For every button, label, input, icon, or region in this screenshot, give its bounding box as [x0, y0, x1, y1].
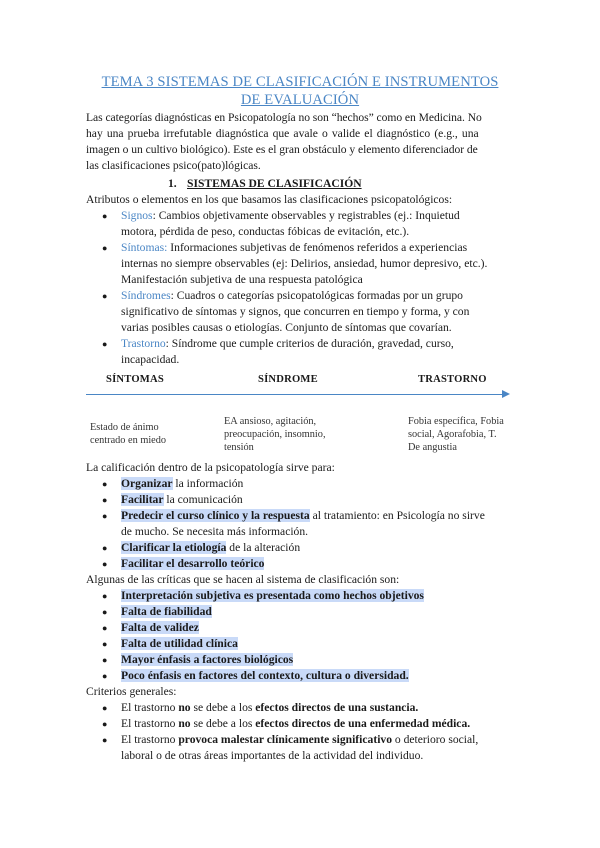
criteria-intro: Criterios generales: [86, 685, 177, 698]
bullet-icon: ● [102, 243, 108, 253]
criterion-item [86, 700, 514, 716]
critic-text: Falta de fiabilidad [121, 605, 212, 618]
diagram-text: tensión [224, 442, 254, 453]
use-item [86, 556, 514, 572]
section-number: 1. [168, 177, 177, 190]
use-text: de mucho. Se necesita más información. [121, 525, 309, 539]
bullet-icon: ● [102, 623, 108, 633]
criterion-bold: provoca malestar clínicamente significativo [178, 733, 393, 746]
definition-text: : Síndrome que cumple criterios de duración, gravedad, curso, [165, 337, 454, 350]
critic-item [86, 636, 514, 652]
criterion-text: laboral o de otras áreas importantes de la actividad del individuo. [121, 749, 424, 763]
diagram-text: preocupación, insomnio, [224, 429, 326, 440]
critic-item [86, 652, 514, 668]
diagram-example-trastorno [408, 415, 504, 454]
diagram-text: Fobia específica, Fobia [408, 416, 504, 427]
criterion-bold: efectos directos de una sustancia. [255, 701, 419, 714]
bullet-icon: ● [102, 495, 108, 505]
definition-item [86, 288, 514, 336]
criterion-bold: efectos directos de una enfermedad médica. [255, 717, 471, 730]
use-text: de la alteración [226, 541, 301, 554]
bullet-icon: ● [102, 607, 108, 617]
critic-text: Poco énfasis en factores del contexto, cultura o diversidad. [121, 669, 409, 682]
use-text: al tratamiento: en Psicología no sirve [309, 509, 485, 522]
critic-item [86, 588, 514, 604]
bullet-icon: ● [102, 211, 108, 221]
definition-text: significativo de síntomas y signos, que concurren en tiempo y forma, y con [121, 305, 470, 319]
critic-item [86, 668, 514, 684]
diagram-header-sintomas: SÍNTOMAS [106, 374, 164, 385]
critic-text: Falta de utilidad clínica [121, 637, 238, 650]
critic-text: Mayor énfasis a factores biológicos [121, 653, 294, 666]
bullet-icon: ● [102, 543, 108, 553]
bullet-icon: ● [102, 339, 108, 349]
bullet-icon: ● [102, 655, 108, 665]
criterion-text: se debe a los [190, 717, 256, 730]
diagram-text: Estado de ánimo [90, 422, 159, 433]
critics-intro: Algunas de las críticas que se hacen al sistema de clasificación son: [86, 573, 400, 586]
critic-text: Interpretación subjetiva es presentada como hechos objetivos [121, 589, 424, 602]
diagram-example-sindrome [224, 415, 326, 454]
section-heading: SISTEMAS DE CLASIFICACIÓN [187, 177, 362, 190]
definition-text: motora, pérdida de peso, conductas fóbicas de evitación, etc.). [121, 225, 410, 239]
calification-intro: La calificación dentro de la psicopatología sirve para: [86, 461, 335, 474]
arrow-right-icon [502, 390, 510, 398]
use-keyword: Predecir el curso clínico y la respuesta [121, 509, 310, 522]
definition-item [86, 208, 514, 240]
use-item [86, 492, 514, 508]
definition-term: Síndromes [121, 289, 171, 302]
criterion-item [86, 716, 514, 732]
criterion-text: El trastorno [121, 733, 179, 746]
definition-item [86, 336, 514, 368]
use-keyword: Facilitar [121, 493, 164, 506]
document-title [84, 73, 516, 109]
use-keyword: Organizar [121, 477, 173, 490]
definition-item [86, 240, 514, 288]
criterion-text: se debe a los [190, 701, 256, 714]
criterion-bold: no [178, 717, 191, 730]
bullet-icon: ● [102, 479, 108, 489]
diagram-timeline [86, 394, 506, 395]
diagram-text: De angustia [408, 442, 457, 453]
attributes-intro: Atributos o elementos en los que basamos las clasificaciones psicopatológicos: [86, 193, 453, 206]
title-line-1: TEMA 3 SISTEMAS DE CLASIFICACIÓN E INSTRUMENTOS [101, 74, 499, 90]
use-item [86, 540, 514, 556]
criterion-bold: no [178, 701, 191, 714]
definition-text: internas no siempre observables (ej: Delirios, ansiedad, humor depresivo, etc.). [121, 257, 488, 271]
use-item [86, 508, 514, 540]
criterion-item [86, 732, 514, 764]
diagram-header-sindrome: SÍNDROME [258, 374, 318, 385]
diagram-text: EA ansioso, agitación, [224, 416, 317, 427]
definition-text: varias posibles causas o etiologías. Conjunto de síntomas que covarían. [121, 321, 452, 335]
definition-term: Trastorno [121, 337, 166, 350]
definition-text: incapacidad. [121, 353, 180, 367]
bullet-icon: ● [102, 703, 108, 713]
definition-text: Manifestación subjetiva de una respuesta patológica [121, 273, 363, 287]
title-line-2: DE EVALUACIÓN [240, 92, 360, 108]
classification-diagram [86, 372, 514, 452]
intro-line: hay una prueba irrefutable diagnóstica que avale o valide el diagnóstico (e.g., una [86, 127, 479, 141]
intro-line: imagen o un cultivo biológico). Este es el gran obstáculo y elemento diferenciador de [86, 143, 478, 157]
use-text: la comunicación [163, 493, 243, 506]
bullet-icon: ● [102, 735, 108, 745]
bullet-icon: ● [102, 559, 108, 569]
critic-item [86, 604, 514, 620]
use-keyword: Clarificar la etiología [121, 541, 227, 554]
bullet-icon: ● [102, 591, 108, 601]
definition-term: Signos [121, 209, 153, 222]
intro-line: las clasificaciones psico(pato)lógicas. [86, 159, 261, 173]
use-item [86, 476, 514, 492]
bullet-icon: ● [102, 639, 108, 649]
bullet-icon: ● [102, 291, 108, 301]
critic-item [86, 620, 514, 636]
diagram-header-trastorno: TRASTORNO [418, 374, 487, 385]
diagram-example-sintomas [90, 421, 166, 447]
use-text: la información [172, 477, 244, 490]
criterion-text: o deterioro social, [392, 733, 479, 746]
diagram-text: centrado en miedo [90, 435, 167, 446]
definition-text: : Cuadros o categorías psicopatológicas formadas por un grupo [170, 289, 463, 302]
bullet-icon: ● [102, 511, 108, 521]
definition-text: : Cambios objetivamente observables y registrables (ej.: Inquietud [152, 209, 460, 222]
diagram-text: social, Agorafobia, T. [408, 429, 497, 440]
definition-term: Síntomas: [121, 241, 168, 254]
use-keyword: Facilitar el desarrollo teórico [121, 557, 265, 570]
criterion-text: El trastorno [121, 701, 179, 714]
critic-text: Falta de validez [121, 621, 199, 634]
definition-text: Informaciones subjetivas de fenómenos referidos a experiencias [167, 241, 468, 254]
criterion-text: El trastorno [121, 717, 179, 730]
bullet-icon: ● [102, 719, 108, 729]
intro-paragraph [86, 110, 514, 174]
bullet-icon: ● [102, 671, 108, 681]
intro-line: Las categorías diagnósticas en Psicopatología no son “hechos” como en Medicina. No [86, 111, 482, 124]
